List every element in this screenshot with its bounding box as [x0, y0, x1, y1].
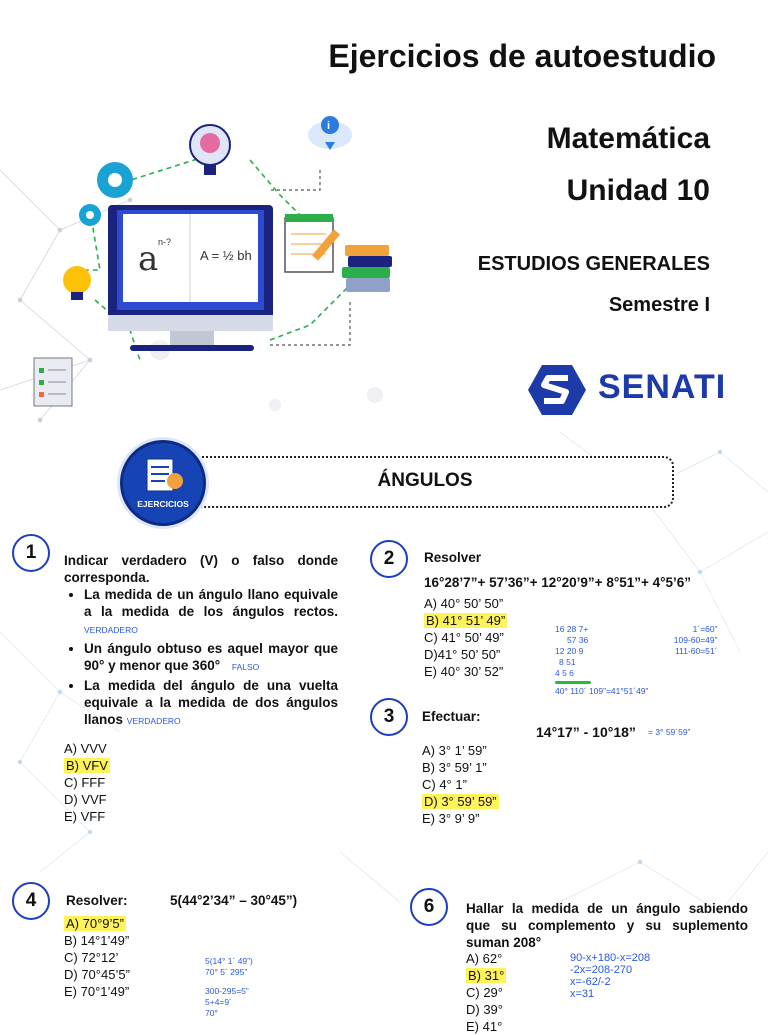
board-text-exp: n-? — [158, 237, 172, 247]
q2-expression: 16°28’7”+ 57’36”+ 12°20’9”+ 8°51”+ 4°5’6” — [424, 575, 692, 590]
question-1 — [64, 552, 338, 731]
q4-options — [64, 915, 130, 1000]
q3-option[interactable]: A) 3° 1’ 59” — [422, 743, 487, 758]
q1-option[interactable]: A) VVV — [64, 741, 107, 756]
q6-option[interactable]: C) 29° — [466, 985, 503, 1000]
q1-statement: • La medida del ángulo de una vuelta equivale a la medida de dos ángulos llanos VERDADERO — [84, 677, 338, 728]
q1-option-selected[interactable]: B) VFV — [66, 758, 108, 773]
svg-text:i: i — [327, 120, 331, 132]
q1-option[interactable]: D) VVF — [64, 792, 107, 807]
q1-statement: • Un ángulo obtuso es aquel mayor que 90° y menor que 360° FALSO — [84, 640, 338, 674]
question-number-4: 4 — [12, 882, 50, 920]
board-formula: A = ½ bh — [200, 248, 252, 263]
q3-options — [422, 742, 499, 827]
q6-prompt: Hallar la medida de un ángulo sabiendo que su complemento y su suplemento suman 208° — [466, 901, 748, 950]
q4-option[interactable]: D) 70°45’5” — [64, 967, 130, 982]
board-text-a: a — [138, 239, 159, 279]
q3-option-selected[interactable]: D) 3° 59’ 59” — [424, 794, 497, 809]
q2-options — [424, 595, 507, 680]
q1-option[interactable]: C) FFF — [64, 775, 106, 790]
q2-work-right: 1´=60” 109-60=49” 111-60=51´ — [673, 624, 718, 656]
q6-options — [466, 950, 506, 1035]
q4-option[interactable]: E) 70°1’49” — [64, 984, 130, 999]
senati-brand: SENATI — [598, 368, 727, 406]
q1-option[interactable]: E) VFF — [64, 809, 106, 824]
notepad-icon — [285, 214, 340, 272]
lightbulb-icon — [63, 266, 91, 300]
q2-option[interactable]: E) 40° 30’ 52” — [424, 664, 504, 679]
cover-page — [0, 0, 768, 432]
q2-work: 16 28 7+ 57 36 12 20 9 8 51 4 5 6 40° 110´ 109”=41°51´49” — [555, 624, 649, 696]
cover-unit: Unidad 10 — [566, 174, 710, 207]
cover-department: ESTUDIOS GENERALES — [477, 253, 710, 275]
q2-option-selected[interactable]: B) 41° 51’ 49” — [426, 613, 506, 628]
q4-option[interactable]: C) 72°12’ — [64, 950, 119, 965]
q1-statements — [64, 586, 338, 728]
books-icon — [342, 245, 392, 292]
checklist-icon — [34, 358, 72, 406]
exercises-badge — [120, 440, 206, 526]
info-cloud-icon — [308, 116, 352, 150]
q2-option[interactable]: D)41° 50’ 50” — [424, 647, 501, 662]
brain-bulb-icon — [190, 125, 230, 175]
q3-label: Efectuar: — [422, 709, 481, 724]
q1-note: VERDADERO — [84, 625, 138, 635]
q2-label: Resolver — [424, 550, 482, 565]
q1-note: VERDADERO — [126, 716, 181, 726]
q2-work-sum: 40° 110´ 109”=41°51´49” — [555, 686, 649, 696]
exercises-page — [0, 432, 768, 1034]
q1-note: FALSO — [231, 662, 260, 672]
q6-option-selected[interactable]: B) 31° — [468, 968, 505, 983]
q3-option[interactable]: C) 4° 1” — [422, 777, 467, 792]
question-number-3: 3 — [370, 698, 408, 736]
q4-label: Resolver: — [66, 893, 128, 908]
q4-expression: 5(44°2’34” – 30°45”) — [170, 893, 298, 908]
badge-label: EJERCICIOS — [137, 499, 189, 509]
q6-work: 90-x+180-x=208 -2x=208-270 x=-62/-2 x=31 — [570, 952, 651, 1000]
q3-note: = 3° 59´59” — [648, 727, 691, 737]
monitor-icon — [108, 205, 273, 351]
q6-option[interactable]: A) 62° — [466, 951, 503, 966]
q6-option[interactable]: E) 41° — [466, 1019, 503, 1034]
cover-subject: Matemática — [546, 122, 710, 155]
q3-option[interactable]: E) 3° 9’ 9” — [422, 811, 480, 826]
q2-option[interactable]: C) 41° 50’ 49” — [424, 630, 504, 645]
q1-statement: • La medida de un ángulo llano equivale a la medida de los ángulos rectos. VERDADERO — [84, 586, 338, 637]
q3-expression: 14°17” - 10°18” — [536, 724, 636, 740]
q4-option-selected[interactable]: A) 70°9’5” — [66, 916, 124, 931]
education-illustration — [20, 110, 410, 410]
q4-option[interactable]: B) 14°1’49” — [64, 933, 130, 948]
question-number-2: 2 — [370, 540, 408, 578]
q3-option[interactable]: B) 3° 59’ 1” — [422, 760, 487, 775]
cover-title: Ejercicios de autoestudio — [328, 38, 716, 74]
exercises-icon — [123, 443, 203, 523]
section-title: ÁNGULOS — [377, 470, 473, 491]
senati-logo-icon — [528, 365, 586, 415]
q1-options — [64, 740, 110, 825]
q2-option[interactable]: A) 40° 50’ 50” — [424, 596, 504, 611]
q1-prompt: Indicar verdadero (V) o falso donde corresponda. — [64, 553, 338, 585]
q4-work: 5(14° 1´ 49”) 70° 5´ 295” 300-295=5” 5+4=9´ 70° — [205, 956, 253, 1018]
green-underline — [555, 681, 591, 684]
question-number-1: 1 — [12, 534, 50, 572]
question-number-6: 6 — [410, 888, 448, 926]
q6-option[interactable]: D) 39° — [466, 1002, 503, 1017]
cover-semester: Semestre I — [608, 294, 710, 316]
